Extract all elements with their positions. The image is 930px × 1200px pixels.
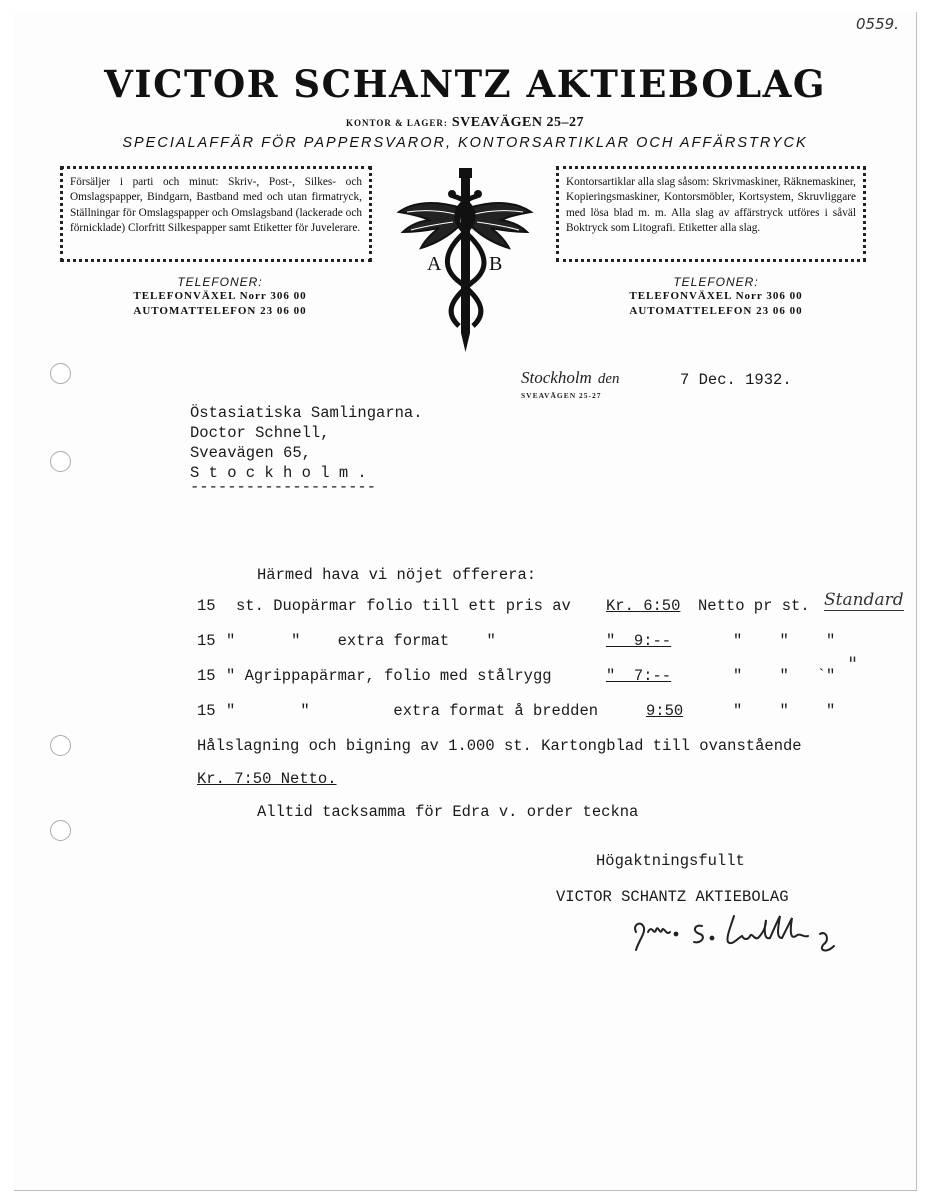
item-unit: " " " — [733, 632, 836, 650]
item-description: " " extra format å bredden — [226, 702, 599, 720]
archive-number: 0559. — [856, 15, 899, 33]
item-unit: Netto pr st. — [698, 597, 810, 615]
item-description: " " extra format " — [226, 632, 496, 650]
item-price: " 9:-- — [606, 632, 672, 650]
item-unit: " " " — [733, 702, 836, 720]
item-unit: " " `" — [733, 667, 836, 685]
logo-letter-a: A — [427, 253, 442, 275]
item-description: " Agrippapärmar, folio med stålrygg — [226, 667, 552, 685]
place-den: den — [597, 371, 620, 387]
recipient-line: Östasiatiska Samlingarna. — [190, 404, 423, 422]
letter-date: 7 Dec. 1932. — [680, 371, 792, 389]
caduceus-logo-icon — [395, 160, 535, 355]
punch-hole — [50, 820, 71, 841]
extra-service-line: Hålslagning och bigning av 1.000 st. Kartongblad till ovanstående — [197, 737, 802, 755]
punch-hole — [50, 735, 71, 756]
telephones-heading: TELEFONER: — [673, 275, 759, 289]
regards: Högaktningsfullt — [596, 852, 745, 870]
telephones-left — [100, 275, 340, 319]
item-qty: 15 — [197, 702, 216, 720]
item-qty: 15 — [197, 597, 216, 615]
office-address — [0, 113, 930, 131]
products-box-right: Kontorsartiklar alla slag såsom: Skrivmaskiner, Räknemaskiner, Kopieringsmaskiner, Kontorsmöbler, Kortsystem, Skruvliggare med lösa blad m. m. Alla slag av affärstryck utföres i såväl Boktryck som Litografi. Etiketter alla slag. — [556, 166, 866, 262]
punch-hole — [50, 363, 71, 384]
item-price: " 7:-- — [606, 667, 672, 685]
recipient-city: S t o c k h o l m . — [190, 464, 367, 482]
telephone-switchboard: TELEFONVÄXEL Norr 306 00 — [629, 290, 803, 302]
address-prefix: KONTOR & LAGER: — [346, 118, 448, 128]
recipient-line: Doctor Schnell, — [190, 424, 330, 442]
extra-service-price: Kr. 7:50 Netto. — [197, 770, 337, 788]
handwritten-note: Standard — [824, 590, 904, 610]
telephone-switchboard: TELEFONVÄXEL Norr 306 00 — [133, 290, 307, 302]
item-price: 9:50 — [646, 702, 684, 720]
item-qty: 15 — [197, 632, 216, 650]
company-name: VICTOR SCHANTZ AKTIEBOLAG — [104, 62, 826, 106]
address-street: SVEAVÄGEN 25–27 — [451, 115, 584, 130]
closing-line: Alltid tacksamma för Edra v. order teckna — [257, 803, 639, 821]
handwritten-ditto: " — [848, 652, 858, 676]
telephone-automatic: AUTOMATTELEFON 23 06 00 — [133, 305, 307, 317]
recipient-line: Sveavägen 65, — [190, 444, 311, 462]
telephone-automatic: AUTOMATTELEFON 23 06 00 — [629, 305, 803, 317]
place-address: SVEAVÄGEN 25-27 — [521, 391, 602, 400]
signature-company: VICTOR SCHANTZ AKTIEBOLAG — [556, 888, 789, 906]
punch-hole — [50, 451, 71, 472]
item-price: Kr. 6:50 — [606, 597, 681, 615]
item-qty: 15 — [197, 667, 216, 685]
place-name: Stockholm — [521, 368, 592, 387]
telephones-right — [596, 275, 836, 319]
recipient-rule: -------------------- — [190, 478, 377, 496]
logo-letter-b: B — [489, 253, 503, 275]
handwritten-signature — [630, 910, 845, 958]
place-line — [521, 368, 620, 388]
telephones-heading: TELEFONER: — [177, 275, 263, 289]
item-description: st. Duopärmar folio till ett pris av — [236, 597, 571, 615]
offer-intro: Härmed hava vi nöjet offerera: — [257, 566, 537, 584]
products-box-left: Försäljer i parti och minut: Skriv-, Post-, Silkes- och Omslagspapper, Bindgarn, Bastband med och utan firmatryck, Ställningar för Omslagspapper och Omslagsband (lackerade och förnicklade) Clorfritt Silkespapper samt Etiketter för Juvelerare. — [60, 166, 372, 262]
company-tagline: SPECIALAFFÄR FÖR PAPPERSVAROR, KONTORSARTIKLAR OCH AFFÄRSTRYCK — [122, 135, 808, 151]
